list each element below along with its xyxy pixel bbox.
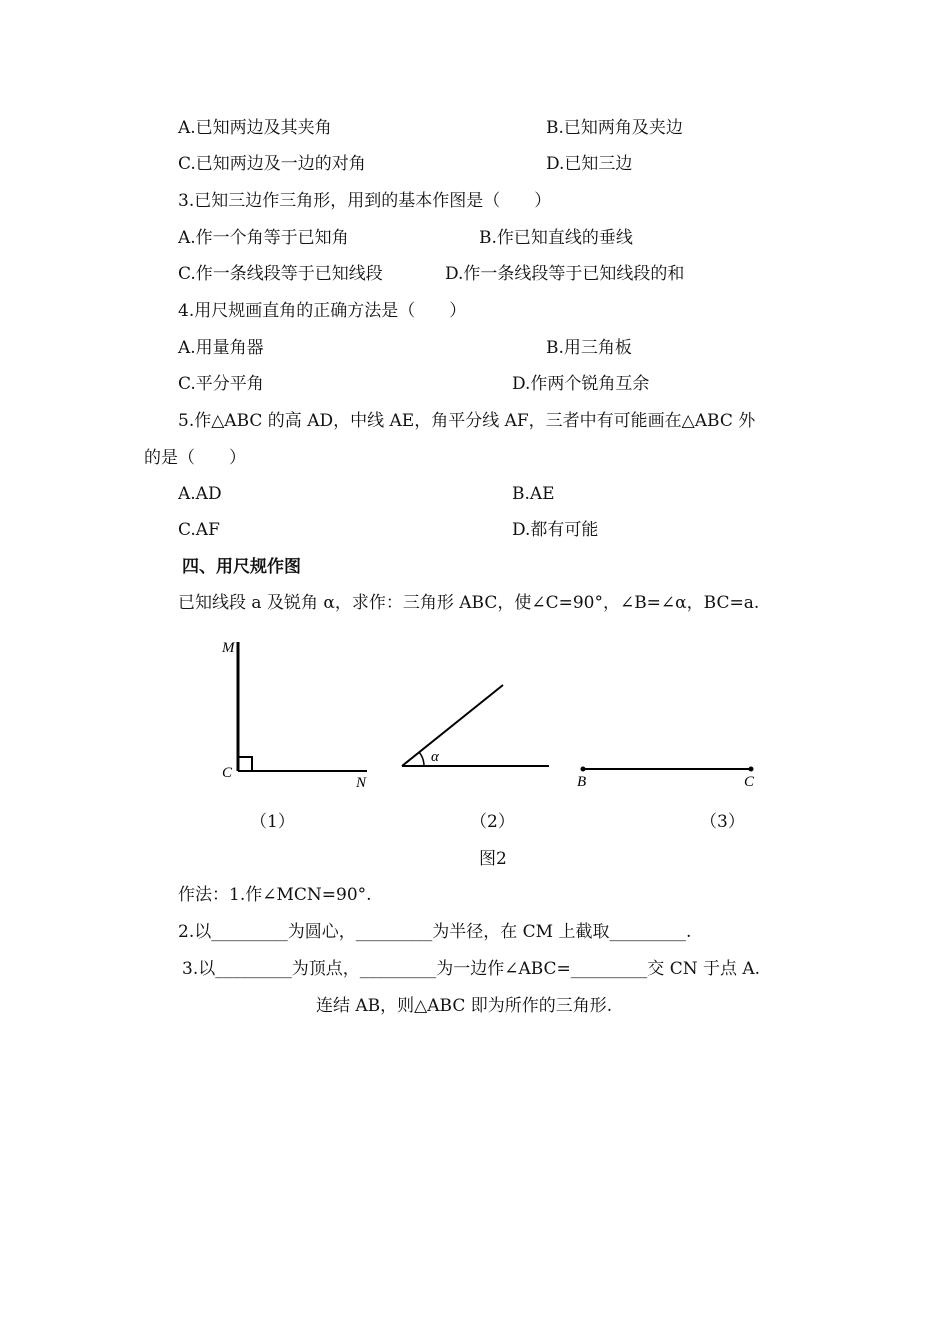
- label-m: M: [222, 640, 235, 656]
- q2-option-d: D.已知三边: [546, 154, 633, 174]
- q4-option-a: A.用量角器: [178, 338, 264, 358]
- point-b: [581, 767, 586, 772]
- q5-option-d: D.都有可能: [512, 520, 599, 540]
- angle-ray-upper: [402, 685, 503, 766]
- sub-caption-2: （2）: [470, 812, 515, 832]
- sub-caption-3: （3）: [700, 812, 745, 832]
- method-step1: 作法：1.作∠MCN=90°.: [178, 885, 372, 905]
- angle-arc: [419, 752, 424, 766]
- q3-option-d: D.作一条线段等于已知线段的和: [445, 264, 685, 284]
- q2-option-b: B.已知两角及夹边: [546, 118, 683, 138]
- figure-caption: 图2: [479, 849, 507, 869]
- point-c: [749, 767, 754, 772]
- q4-option-d: D.作两个锐角互余: [512, 374, 650, 394]
- q3-option-b: B.作已知直线的垂线: [479, 228, 633, 248]
- q5-option-b: B.AE: [512, 484, 555, 504]
- method-step2: 2.以_________为圆心，_________为半径，在 CM 上截取_________.: [178, 922, 692, 942]
- q5-stem-line1: 5.作△ABC 的高 AD，中线 AE，角平分线 AF，三者中有可能画在△ABC 外: [178, 411, 756, 431]
- label-b: B: [577, 774, 587, 790]
- q5-option-c: C.AF: [178, 520, 220, 540]
- label-c-fig1: C: [222, 765, 233, 781]
- q4-option-c: C.平分平角: [178, 374, 264, 394]
- problem-statement: 已知线段 a 及锐角 α，求作：三角形 ABC，使∠C=90°，∠B=∠α，BC=a.: [178, 593, 760, 613]
- q2-option-a: A.已知两边及其夹角: [178, 118, 332, 138]
- section-title: 四、用尺规作图: [182, 557, 301, 577]
- method-step3: 3.以_________为顶点，_________为一边作∠ABC=_________交 CN 于点 A.: [182, 959, 761, 979]
- q4-option-b: B.用三角板: [546, 338, 632, 358]
- method-conclusion: 连结 AB，则△ABC 即为所作的三角形.: [316, 996, 613, 1016]
- label-c-fig3: C: [744, 774, 755, 790]
- label-alpha: α: [431, 749, 439, 765]
- sub-caption-1: （1）: [250, 812, 295, 832]
- q3-stem: 3.已知三边作三角形，用到的基本作图是（ ）: [178, 191, 552, 211]
- q4-stem: 4.用尺规画直角的正确方法是（ ）: [178, 301, 467, 321]
- right-angle-mark: [238, 757, 252, 771]
- construction-figure: [0, 630, 950, 800]
- q2-option-c: C.已知两边及一边的对角: [178, 154, 366, 174]
- label-n: N: [356, 775, 367, 791]
- q3-option-c: C.作一条线段等于已知线段: [178, 264, 383, 284]
- q5-option-a: A.AD: [178, 484, 222, 504]
- q3-option-a: A.作一个角等于已知角: [178, 228, 349, 248]
- q5-stem-line2: 的是（ ）: [144, 448, 246, 468]
